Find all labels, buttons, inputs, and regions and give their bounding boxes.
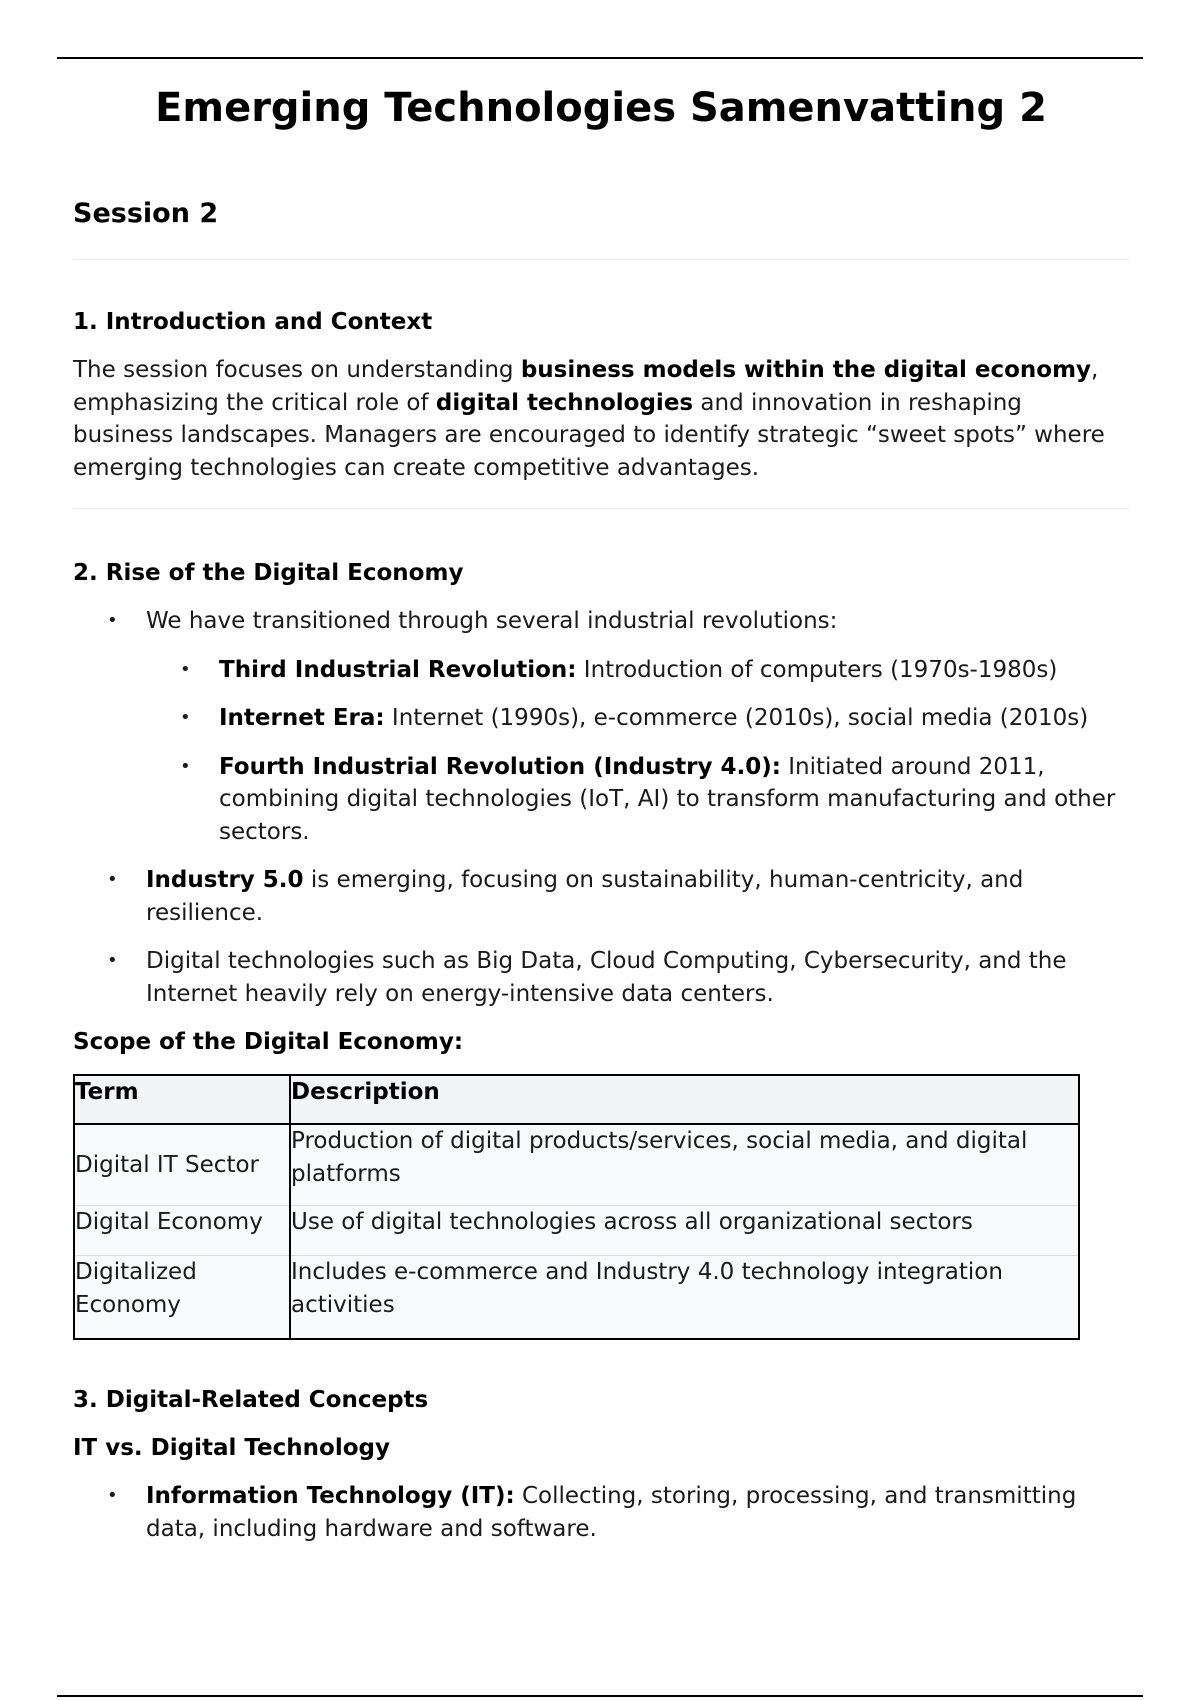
- text-run: Internet (1990s), e-commerce (2010s), social media (2010s): [384, 705, 1089, 731]
- table-header-description: Description: [290, 1075, 1079, 1124]
- bullet-list: [73, 605, 1129, 1010]
- top-rule: [57, 57, 1143, 59]
- list-item: [73, 605, 1129, 848]
- bold-run: business models within the digital economy: [520, 357, 1092, 383]
- list-item-text: Digital technologies such as Big Data, Cloud Computing, Cybersecurity, and the Internet heavily rely on energy-intensive data centers.: [146, 948, 1067, 1007]
- list-item: [73, 864, 1129, 929]
- list-item: [73, 1480, 1129, 1545]
- bold-run: Internet Era:: [219, 705, 385, 731]
- list-item: [146, 654, 1129, 687]
- table-row: [74, 1256, 1079, 1340]
- divider: [73, 508, 1129, 509]
- table-header-term: Term: [74, 1075, 290, 1124]
- section-heading-introduction: 1. Introduction and Context: [73, 309, 433, 335]
- page-title: Emerging Technologies Samenvatting 2: [155, 85, 1047, 131]
- bottom-rule: [57, 1695, 1143, 1697]
- section-heading-digital-economy: 2. Rise of the Digital Economy: [73, 560, 464, 586]
- bold-run: digital technologies: [435, 389, 694, 416]
- bold-run: Information Technology (IT):: [146, 1483, 515, 1509]
- table-cell-description: Includes e-commerce and Industry 4.0 technology integration activities: [290, 1256, 1079, 1340]
- bold-run: Third Industrial Revolution:: [219, 656, 577, 683]
- table-cell-description: Production of digital products/services, social media, and digital platforms: [290, 1124, 1079, 1206]
- text-run: Collecting, storing, processing, and transmitting data, including hardware and software.: [146, 1483, 1077, 1542]
- section-heading-digital-concepts: 3. Digital-Related Concepts: [73, 1387, 429, 1413]
- nested-bullet-list: [146, 654, 1129, 849]
- table-header-row: [74, 1075, 1079, 1124]
- text-run: , emphasizing the critical role of: [73, 357, 1099, 416]
- text-run: is emerging, focusing on sustainability, human-centricity, and resilience.: [146, 867, 1024, 926]
- list-item: [146, 751, 1129, 849]
- bullet-list: [73, 1480, 1129, 1545]
- text-run: The session focuses on understanding: [73, 357, 521, 383]
- list-item: [146, 702, 1129, 735]
- introduction-paragraph: [73, 354, 1129, 484]
- divider: [73, 259, 1129, 260]
- bold-run: Industry 5.0: [146, 867, 304, 893]
- session-heading: Session 2: [73, 198, 219, 229]
- list-item: [73, 945, 1129, 1010]
- subheading-it-vs-digital: IT vs. Digital Technology: [73, 1435, 390, 1461]
- scope-table-title: Scope of the Digital Economy:: [73, 1029, 464, 1055]
- bold-run: Fourth Industrial Revolution (Industry 4.0):: [219, 753, 781, 780]
- table-cell-description: Use of digital technologies across all organizational sectors: [290, 1206, 1079, 1256]
- text-run: Initiated around 2011, combining digital technologies (IoT, AI) to transform manufacturing and other sectors.: [219, 753, 1116, 845]
- text-run: Introduction of computers (1970s-1980s): [576, 656, 1058, 683]
- table-row: [74, 1206, 1079, 1256]
- scope-table: [73, 1074, 1080, 1340]
- text-run: and innovation in reshaping business landscapes. Managers are encouraged to identify strategic “sweet spots” where emerging technologies can create competitive advantages.: [73, 389, 1105, 481]
- table-cell-term: Digitalized Economy: [74, 1256, 290, 1340]
- table-row: [74, 1124, 1079, 1206]
- document-body: [73, 60, 1129, 1561]
- table-cell-term: Digital Economy: [74, 1206, 290, 1256]
- list-item-text: We have transitioned through several industrial revolutions:: [146, 608, 838, 634]
- table-cell-term: Digital IT Sector: [74, 1124, 290, 1206]
